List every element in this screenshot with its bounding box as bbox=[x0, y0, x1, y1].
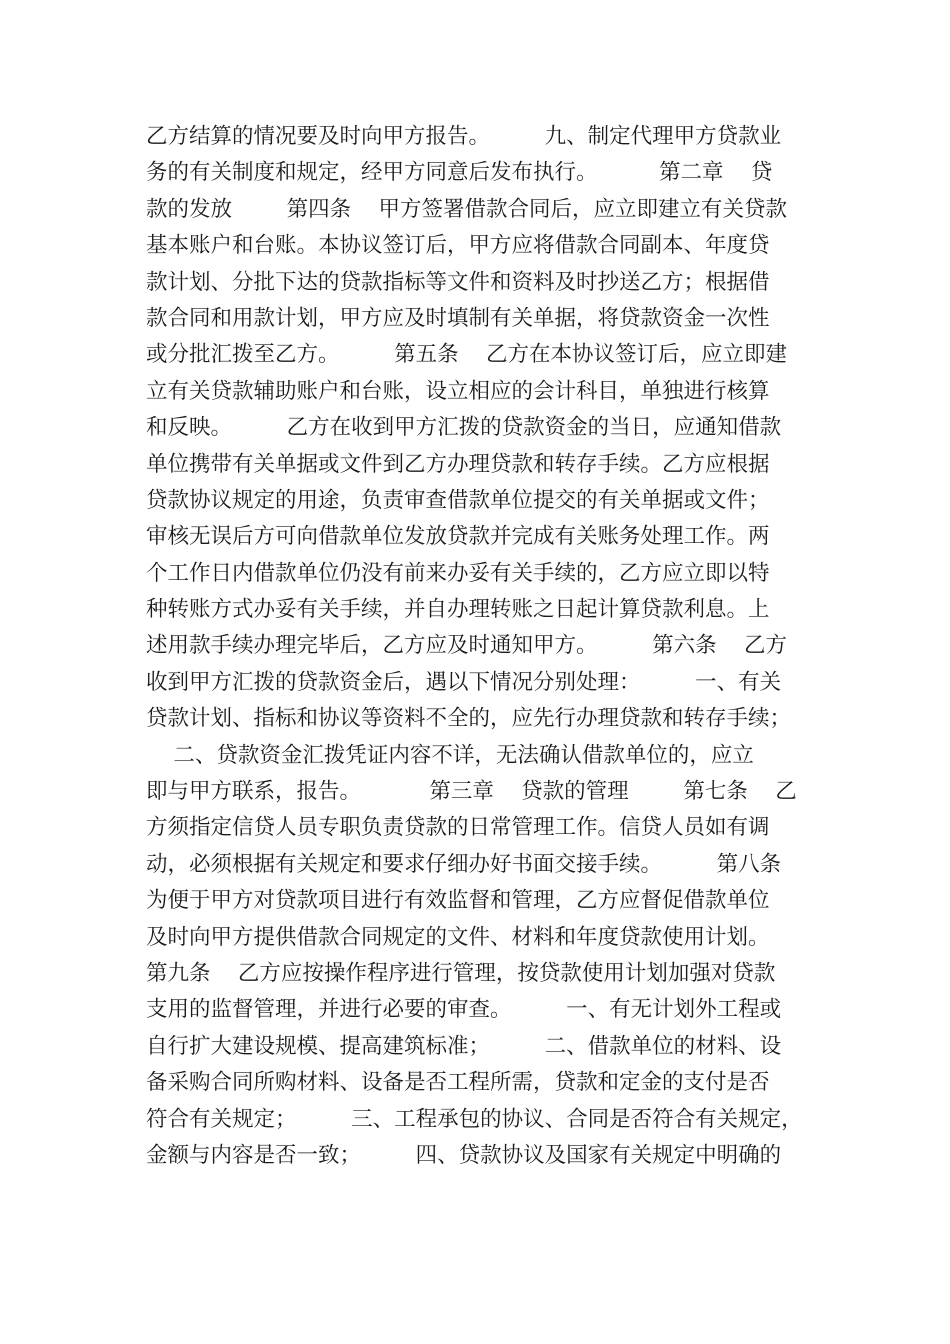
text-line: 备采购合同所购材料、设备是否工程所需，贷款和定金的支付是否 bbox=[146, 1070, 770, 1096]
text-line: 个工作日内借款单位仍没有前来办妥有关手续的，乙方应立即以特 bbox=[146, 560, 770, 586]
text-line: 贷款协议规定的用途，负责审查借款单位提交的有关单据或文件； bbox=[146, 487, 770, 513]
text-line: 乙方结算的情况要及时向甲方报告。 九、制定代理甲方贷款业 bbox=[146, 124, 782, 149]
text-line: 金额与内容是否一致； 四、贷款协议及国家有关规定中明确的 bbox=[146, 1142, 782, 1168]
text-line: 二、贷款资金汇拨凭证内容不详，无法确认借款单位的，应立 bbox=[146, 742, 754, 768]
text-line: 方须指定信贷人员专职负责贷款的日常管理工作。信贷人员如有调 bbox=[146, 815, 770, 841]
text-line: 种转账方式办妥有关手续，并自办理转账之日起计算贷款利息。上 bbox=[146, 597, 770, 623]
body-text bbox=[146, 119, 806, 1174]
text-line: 款合同和用款计划，甲方应及时填制有关单据，将贷款资金一次性 bbox=[146, 305, 770, 331]
text-line: 述用款手续办理完毕后，乙方应及时通知甲方。 第六条 乙方 bbox=[146, 633, 788, 659]
text-line: 务的有关制度和规定，经甲方同意后发布执行。 第二章 贷 bbox=[146, 160, 773, 186]
text-line: 审核无误后方可向借款单位发放贷款并完成有关账务处理工作。两 bbox=[146, 524, 770, 550]
text-line: 款的发放 第四条 甲方签署借款合同后，应立即建立有关贷款 bbox=[146, 196, 788, 222]
text-line: 支用的监督管理，并进行必要的审查。 一、有无计划外工程或 bbox=[146, 997, 782, 1023]
text-line: 即与甲方联系，报告。 第三章 贷款的管理 第七条 乙 bbox=[146, 779, 797, 805]
text-line: 第九条 乙方应按操作程序进行管理，按贷款使用计划加强对贷款 bbox=[146, 960, 776, 986]
text-line: 基本账户和台账。本协议签订后，甲方应将借款合同副本、年度贷 bbox=[146, 233, 770, 259]
text-line: 款计划、分批下达的贷款指标等文件和资料及时抄送乙方；根据借 bbox=[146, 269, 770, 295]
text-line: 单位携带有关单据或文件到乙方办理贷款和转存手续。乙方应根据 bbox=[146, 451, 770, 477]
text-line: 收到甲方汇拨的贷款资金后，遇以下情况分别处理： 一、有关 bbox=[146, 669, 782, 695]
text-line: 自行扩大建设规模、提高建筑标准； 二、借款单位的材料、设 bbox=[146, 1033, 782, 1059]
text-line: 符合有关规定； 三、工程承包的协议、合同是否符合有关规定， bbox=[146, 1106, 803, 1132]
text-line: 和反映。 乙方在收到甲方汇拨的贷款资金的当日，应通知借款 bbox=[146, 415, 782, 441]
text-line: 及时向甲方提供借款合同规定的文件、材料和年度贷款使用计划。 bbox=[146, 924, 770, 950]
text-line: 立有关贷款辅助账户和台账，设立相应的会计科目，单独进行核算 bbox=[146, 378, 770, 404]
text-line: 或分批汇拨至乙方。 第五条 乙方在本协议签订后，应立即建 bbox=[146, 342, 788, 368]
text-line: 贷款计划、指标和协议等资料不全的，应先行办理贷款和转存手续； bbox=[146, 706, 792, 732]
text-line: 为便于甲方对贷款项目进行有效监督和管理，乙方应督促借款单位 bbox=[146, 888, 770, 914]
text-line: 动，必须根据有关规定和要求仔细办好书面交接手续。 第八条 bbox=[146, 851, 782, 877]
